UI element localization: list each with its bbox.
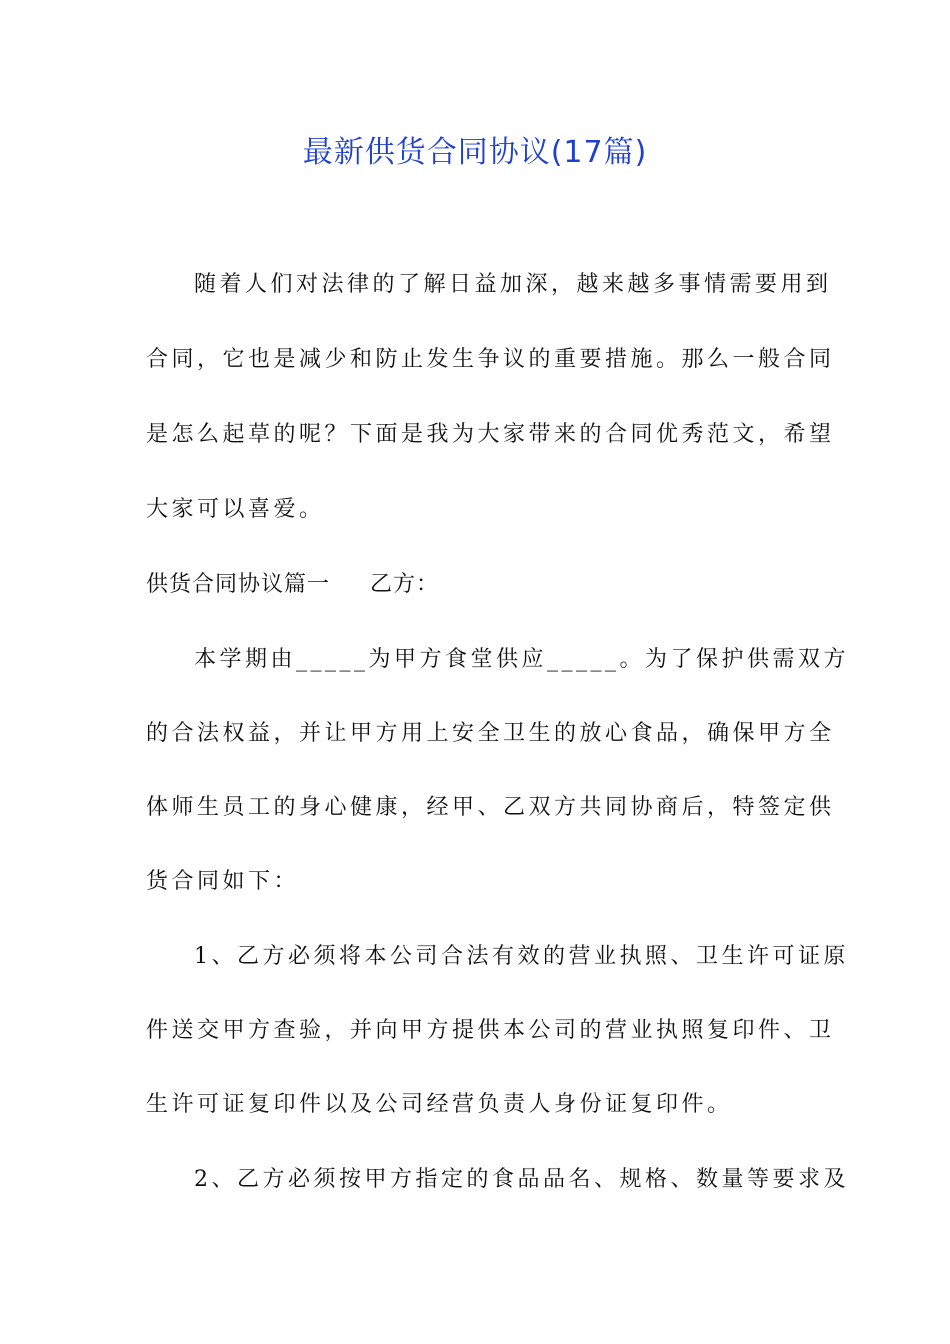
document-title: 最新供货合同协议(17篇) bbox=[302, 135, 648, 170]
paragraph-line: 货合同如下： bbox=[146, 869, 300, 894]
intro-line: 随着人们对法律的了解日益加深，越来越多事情需要用到 bbox=[194, 272, 832, 297]
clause-line: 生许可证复印件以及公司经营负责人身份证复印件。 bbox=[146, 1092, 733, 1117]
party-b-label: 乙方： bbox=[370, 572, 440, 597]
clause-line: 件送交甲方查验，并向甲方提供本公司的营业执照复印件、卫 bbox=[146, 1018, 835, 1043]
clause-line: 1、乙方必须将本公司合法有效的营业执照、卫生许可证原 bbox=[194, 944, 849, 969]
section-heading-line bbox=[146, 565, 808, 605]
intro-line: 大家可以喜爱。 bbox=[146, 497, 325, 522]
intro-line: 合同，它也是减少和防止发生争议的重要措施。那么一般合同 bbox=[146, 347, 835, 372]
section-heading: 供货合同协议篇一 bbox=[146, 572, 331, 597]
paragraph-line: 的合法权益，并让甲方用上安全卫生的放心食品，确保甲方全 bbox=[146, 721, 835, 746]
paragraph-line: 体师生员工的身心健康，经甲、乙双方共同协商后，特签定供 bbox=[146, 795, 835, 820]
paragraph-line: 本学期由_____为甲方食堂供应_____。为了保护供需双方 bbox=[194, 647, 850, 672]
intro-line: 是怎么起草的呢？下面是我为大家带来的合同优秀范文，希望 bbox=[146, 422, 835, 447]
clause-line: 2、乙方必须按甲方指定的食品品名、规格、数量等要求及 bbox=[194, 1167, 849, 1192]
